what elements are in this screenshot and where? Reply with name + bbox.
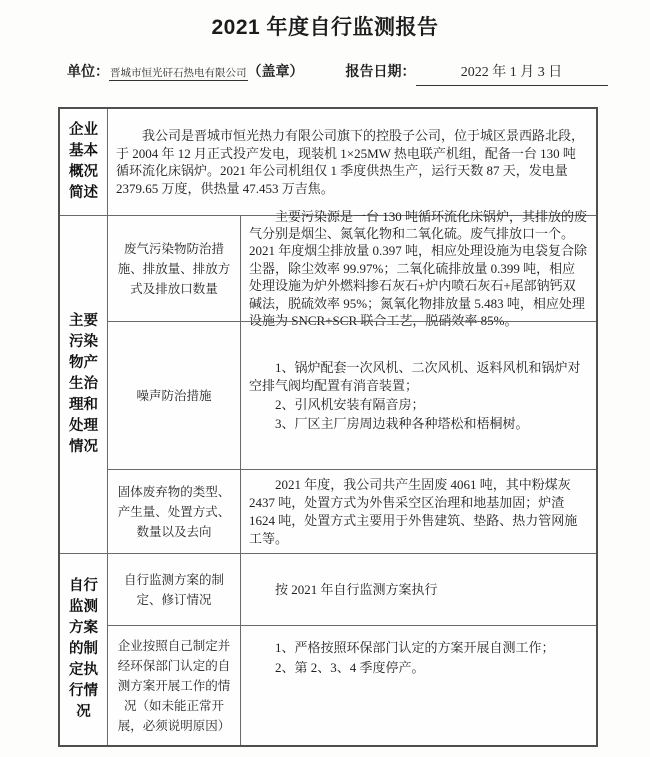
report-table bbox=[58, 107, 598, 747]
section-overview bbox=[60, 109, 596, 215]
report-page bbox=[0, 11, 650, 757]
seal-note: （盖章） bbox=[247, 63, 304, 79]
plan-revision-label: 自行监测方案的制定、修订情况 bbox=[108, 554, 241, 625]
plan-execution-item-1: 1、严格按照环保部门认定的方案开展自测工作； bbox=[275, 640, 555, 655]
solid-waste-content bbox=[241, 470, 596, 553]
report-header bbox=[67, 60, 650, 82]
section-pollution-header-cell bbox=[60, 216, 108, 553]
plan-revision-content bbox=[241, 554, 596, 625]
plan-execution-content bbox=[241, 626, 596, 745]
section-monitoring-header-cell bbox=[60, 554, 108, 745]
row-plan-revision bbox=[108, 554, 596, 625]
plan-execution-label: 企业按照自己制定并经环保部门认定的自测方案开展工作的情况（如未能正常开展，必须说明原因） bbox=[108, 626, 241, 745]
waste-gas-paragraph: 主要污染源是一台 130 吨循环流化床锅炉，其排放的废气分别是烟尘、氮氧化物和二氧化硫。废气排放口一个。2021 年度烟尘排放量 0.397 吨，相应处理设施为电袋复合除尘器，除尘效率 99.97%；二氧化硫排放量 0.399 吨，相应处理设施为炉外燃料掺石灰石+炉内喷石灰石+尾部钠钙双碱法，脱硫效率 95%；氮氧化物排放量 5.483 吨，相应处理设施为 SNCR+SCR 联合工艺，脱硝效率 85%。 bbox=[249, 208, 588, 329]
section-monitoring bbox=[60, 553, 596, 745]
row-noise bbox=[108, 321, 596, 469]
section-pollution-header: 主要污染物产生治理和处理情况 bbox=[69, 313, 98, 455]
overview-paragraph: 我公司是晋城市恒光热力有限公司旗下的控股子公司，位于城区景西路北段，于 2004 年 12 月正式投产发电，现装机 1×25MW 热电联产机组，配备一台 130 吨循环流化床锅炉。2021 年公司机组仅 1 季度供热生产，运行天数 87 天，发电量 2379.65 万度，供热量 47.453 万吉焦。 bbox=[116, 128, 585, 196]
row-waste-gas bbox=[108, 208, 596, 329]
section-overview-content bbox=[108, 109, 596, 215]
noise-label: 噪声防治措施 bbox=[108, 322, 241, 469]
noise-item-2: 2、引风机安装有隔音房； bbox=[275, 396, 425, 412]
plan-revision-paragraph: 按 2021 年自行监测方案执行 bbox=[275, 581, 438, 597]
solid-waste-paragraph: 2021 年度，我公司共产生固废 4061 吨，其中粉煤灰 2437 吨，处置方式为外售采空区治理和地基加固；炉渣 1624 吨，处置方式主要用于外售建筑、垫路、热力管网施工等。 bbox=[249, 476, 578, 546]
row-solid-waste bbox=[108, 469, 596, 553]
noise-item-3: 3、厂区主厂房周边栽种各种塔松和梧桐树。 bbox=[275, 415, 529, 431]
unit-label: 单位： bbox=[67, 63, 109, 79]
report-date-label: 报告日期： bbox=[345, 63, 416, 79]
noise-item-1: 1、锅炉配套一次风机、二次风机、返料风机和锅炉对空排气阀均配置有消音装置； bbox=[249, 359, 581, 393]
solid-waste-label: 固体废弃物的类型、产生量、处置方式、数量以及去向 bbox=[108, 470, 241, 553]
row-plan-execution bbox=[108, 625, 596, 745]
section-pollution bbox=[60, 208, 596, 553]
noise-content bbox=[241, 322, 596, 469]
report-date-value: 2022 年 1 月 3 日 bbox=[416, 62, 608, 86]
report-title: 2021 年度自行监测报告 bbox=[211, 16, 439, 39]
section-overview-header: 企业基本概况简述 bbox=[69, 122, 98, 201]
plan-execution-item-2: 2、第 2、3、4 季度停产。 bbox=[275, 660, 425, 675]
section-pollution-rows bbox=[108, 208, 596, 553]
section-monitoring-rows bbox=[108, 554, 596, 745]
section-overview-header-cell bbox=[60, 109, 108, 215]
company-name: 晋城市恒光矸石热电有限公司 bbox=[110, 68, 247, 79]
waste-gas-label: 废气污染物防治措施、排放量、排放方式及排放口数量 bbox=[108, 216, 241, 321]
section-monitoring-header: 自行监测方案的制定执行情况 bbox=[69, 578, 98, 720]
waste-gas-content bbox=[241, 208, 596, 329]
